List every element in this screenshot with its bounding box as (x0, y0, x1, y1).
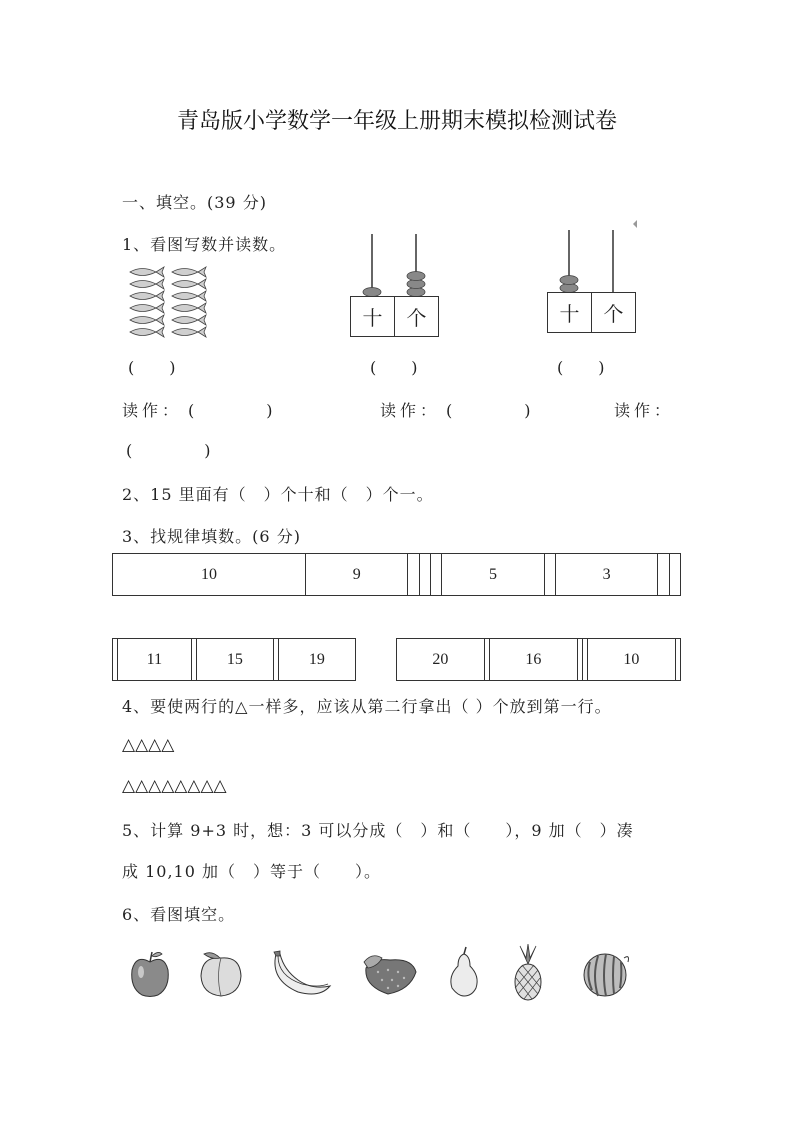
banana-icon (268, 950, 332, 998)
q1-read-label-3: 读作： (614, 401, 675, 420)
seq-cell[interactable]: 19 (278, 639, 355, 681)
seq-cell[interactable]: 10 (588, 639, 676, 681)
seq-cell[interactable]: 15 (196, 639, 273, 681)
q5-line-2: 成 10,10 加（ ）等于（ ）。 (122, 862, 381, 881)
seq-cell[interactable]: 10 (113, 554, 306, 596)
section-1-heading: 一、填空。(39 分) (122, 193, 267, 212)
seq-cell[interactable] (408, 554, 419, 596)
seq-cell[interactable]: 9 (306, 554, 408, 596)
seq-cell[interactable]: 16 (489, 639, 577, 681)
q4-triangles-row-1: △△△△ (122, 735, 175, 755)
seq-cell[interactable]: 11 (117, 639, 192, 681)
q6-prompt: 6、看图填空。 (122, 905, 236, 924)
peach-icon (196, 950, 246, 998)
q1-prompt: 1、看图写数并读数。 (122, 235, 287, 254)
abacus-1-ones-label: 个 (394, 297, 438, 336)
q3-sequence-row-2a (112, 638, 356, 681)
q5-line-1: 5、计算 9+3 时，想：3 可以分成（ ）和（ ），9 加（ ）凑 (122, 821, 634, 840)
q1-read-blank-2[interactable]: ( ) (446, 401, 537, 420)
q1-read-blank-1[interactable]: ( ) (188, 401, 279, 420)
seq-cell[interactable] (658, 554, 669, 596)
corner-mark-icon (633, 220, 637, 228)
seq-cell[interactable] (431, 554, 442, 596)
abacus-1-rods (350, 234, 440, 298)
q1-read-label-2: 读作： (380, 401, 441, 420)
q1-read-blank-3[interactable]: ( ) (126, 441, 217, 460)
q4-text: 4、要使两行的△一样多，应该从第二行拿出（ ）个放到第一行。 (122, 697, 612, 716)
q1-read-label-1: 读作： (122, 401, 183, 420)
seq-cell[interactable] (419, 554, 430, 596)
seq-cell[interactable]: 5 (442, 554, 544, 596)
abacus-1-base (350, 296, 439, 337)
abacus-2-rods (547, 230, 637, 294)
strawberry-icon (360, 950, 420, 996)
abacus-2-ones-label: 个 (591, 293, 635, 332)
q3-sequence-row-1 (112, 553, 681, 596)
fish-group-icon (128, 266, 212, 338)
q1-blank-fish[interactable]: ( ) (128, 358, 177, 377)
q3-prompt: 3、找规律填数。(6 分) (122, 527, 301, 546)
seq-cell[interactable] (675, 639, 680, 681)
abacus-1-ones-bead (407, 272, 425, 281)
abacus-2-tens-bead (560, 276, 578, 285)
seq-cell[interactable] (669, 554, 680, 596)
abacus-2-tens-label: 十 (559, 302, 580, 326)
seq-cell[interactable]: 3 (556, 554, 658, 596)
pineapple-icon (510, 944, 546, 1002)
abacus-2-base (547, 292, 636, 333)
q1-blank-abacus-2[interactable]: ( ) (557, 358, 606, 377)
q1-blank-abacus-1[interactable]: ( ) (370, 358, 419, 377)
page-title: 青岛版小学数学一年级上册期末模拟检测试卷 (176, 109, 617, 134)
abacus-1-tens-label: 十 (362, 306, 383, 330)
q2-text: 2、15 里面有（ ）个十和（ ）个一。 (122, 485, 434, 504)
seq-cell[interactable]: 20 (397, 639, 485, 681)
pear-icon (446, 946, 482, 998)
watermelon-icon (580, 950, 632, 998)
apple-icon (128, 948, 172, 998)
q3-sequence-row-2b (396, 638, 681, 681)
q4-triangles-row-2: △△△△△△△△ (122, 776, 227, 796)
seq-cell[interactable] (544, 554, 555, 596)
